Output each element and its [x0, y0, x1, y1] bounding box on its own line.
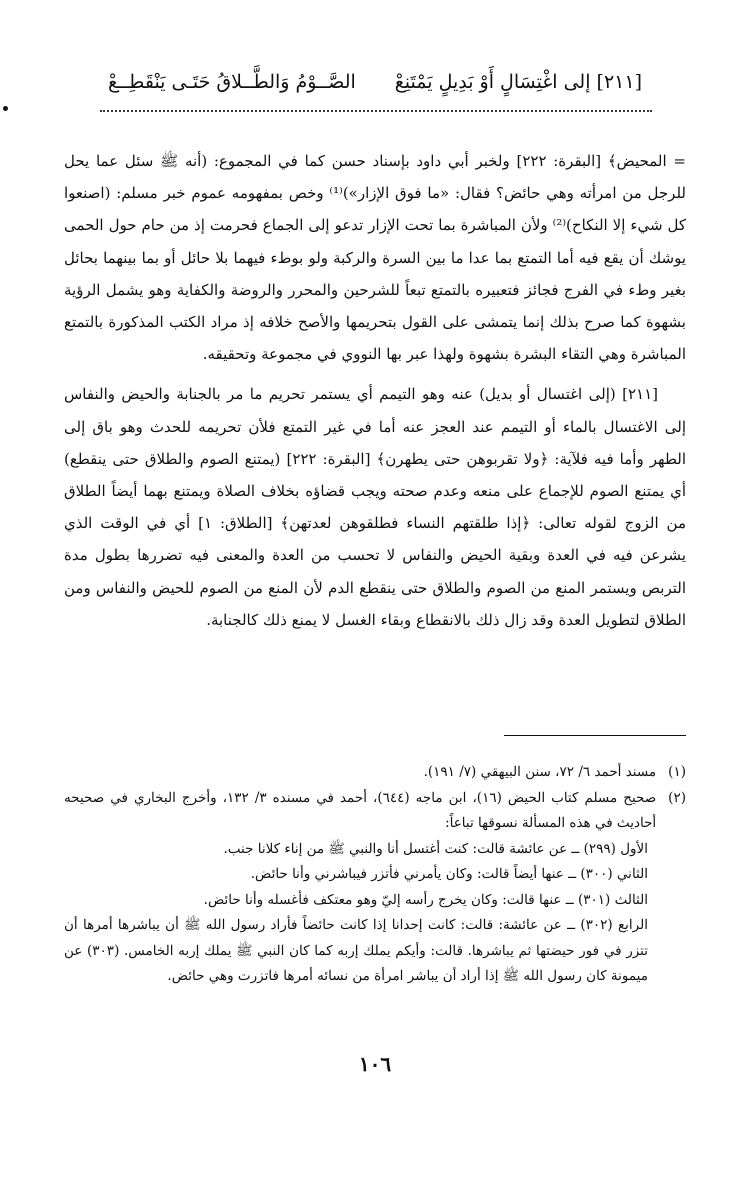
verse-hemistich-left: الصَّــوْمُ وَالطَّــلاقُ حَتَـى يَنْقَطِــعْ: [108, 71, 356, 93]
footnote-number: (١): [668, 764, 686, 780]
margin-mark: [3, 106, 8, 111]
footnote-separator: [504, 735, 686, 736]
main-text: [64, 145, 686, 636]
paragraph: [٢١١] (إلى اغتسال أو بديل) عنه وهو التيمم أي يستمر تحريم ما مر بالجنابة والحيض والنفاس إلى الاغتسال بالماء أو التيمم عند العجز عنه أما في غير التمتع فلأن تحريمه للحدث وهو باق إلى الطهر وأما فيه فلآية: ﴿ولا تقربوهن حتى يطهرن﴾ [البقرة: ٢٢٢] (يمتنع الصوم والطلاق حتى ينقطع) أي يمتنع الصوم للإجماع على منعه وعدم صحته ويجب قضاؤه بخلاف الصلاة ويمتنع بهما أيضاً الطلاق من الزوج لقوله تعالى: ﴿إذا طلقتهم النساء فطلقوهن لعدتهن﴾ [الطلاق: ١] أي في الوقت الذي يشرعن فيه في العدة وبقية الحيض والنفاس لا تحسب من العدة والمعنى فيه تضررها بطول مدة التربص ويستمر المنع من الصوم والطلاق حتى ينقطع الدم لأن المنع من الصوم للحيض والنفاس ومن الطلاق لتطويل العدة وقد زال ذلك بالانقطاع وبقاء الغسل لا يمنع ذلك كالجنابة.: [64, 385, 687, 629]
footnote-hadith-line: الثاني (٣٠٠) ــ عنها أيضاً قالت: وكان يأمرني فأتزر فيباشرني وأنا حائض.: [250, 866, 648, 882]
dotted-divider: [100, 110, 652, 112]
footnote: [64, 760, 686, 786]
footnote-hadith-line: الأول (٢٩٩) ــ عن عائشة قالت: كنت أغتسل أنا والنبي ﷺ من إناء كلانا جنب.: [223, 840, 648, 857]
footnote-hadith-line: الثالث (٣٠١) ــ عنها قالت: وكان يخرج رأسه إليّ وهو معتكف فأغسله وأنا حائض.: [203, 891, 648, 908]
verse-header: [108, 62, 642, 102]
footnote-number: (٢): [668, 789, 686, 806]
footnote-hadith-line: الرابع (٣٠٢) ــ عن عائشة: قالت: كانت إحدانا إذا كانت حائضاً فأراد رسول الله ﷺ أن يباشرها أمرها أن تتزر في فور حيضتها ثم يباشرها. قالت: وأيكم يملك إربه كما كان النبي ﷺ يملك إربه الخامس. (٣٠٣) عن ميمونة كان رسول الله ﷺ إذا أراد أن يباشر امرأة من نسائه أمرها فاتزرت وهي حائض.: [64, 917, 649, 984]
footnote-text: مسند أحمد ٦/ ٧٢، سنن البيهقي (٧/ ١٩١).: [423, 764, 657, 780]
paragraph: = المحيض﴾ [البقرة: ٢٢٢] ولخبر أبي داود بإسناد حسن كما في المجموع: (أنه ﷺ سئل عما يحل للرجل من امرأته وهي حائض؟ فقال: «ما فوق الإزار»)⁽¹⁾ وخص بمفهومه عموم خبر مسلم: (اصنعوا كل شيء إلا النكاح)⁽²⁾ ولأن المباشرة بما تحت الإزار تدعو إلى الجماع فحرمت إذ من حام حول الحمى يوشك أن يقع فيه أما التمتع بما عدا ما بين السرة والركبة ولو بوطء فيهما بلا حائل أو بما بينهما بحائل بغير وطء في الفرج فجائز فتعبيره بالتمتع تبعاً للشرحين والمحرر والروضة والكفاية وهو يشمل الرؤية بشهوة كما صرح بذلك إنما يتمشى على القول بتحريمها والأصح خلافه إذ مراد الكتب المذكورة بالتمتع المباشرة وهي التقاء البشرة بشهوة ولهذا عبر بها النووي في مجموعة وتحقيقه.: [64, 152, 687, 364]
footnote-text: صحيح مسلم كتاب الحيض (١٦)، ابن ماجه (٦٤٤)، أحمد في مسنده ٣/ ١٣٢، وأخرج البخاري في صحيحه أحاديث في هذه المسألة نسوقها تباعاً:: [64, 789, 657, 831]
page-number: ١٠٦: [358, 1052, 392, 1076]
footnote: [64, 786, 686, 837]
footnotes: [64, 760, 686, 990]
verse-hemistich-right: [٢١١] إلى اغْتِسَالٍ أَوْ بَدِيلٍ يَمْتَنِعْ: [394, 71, 642, 93]
